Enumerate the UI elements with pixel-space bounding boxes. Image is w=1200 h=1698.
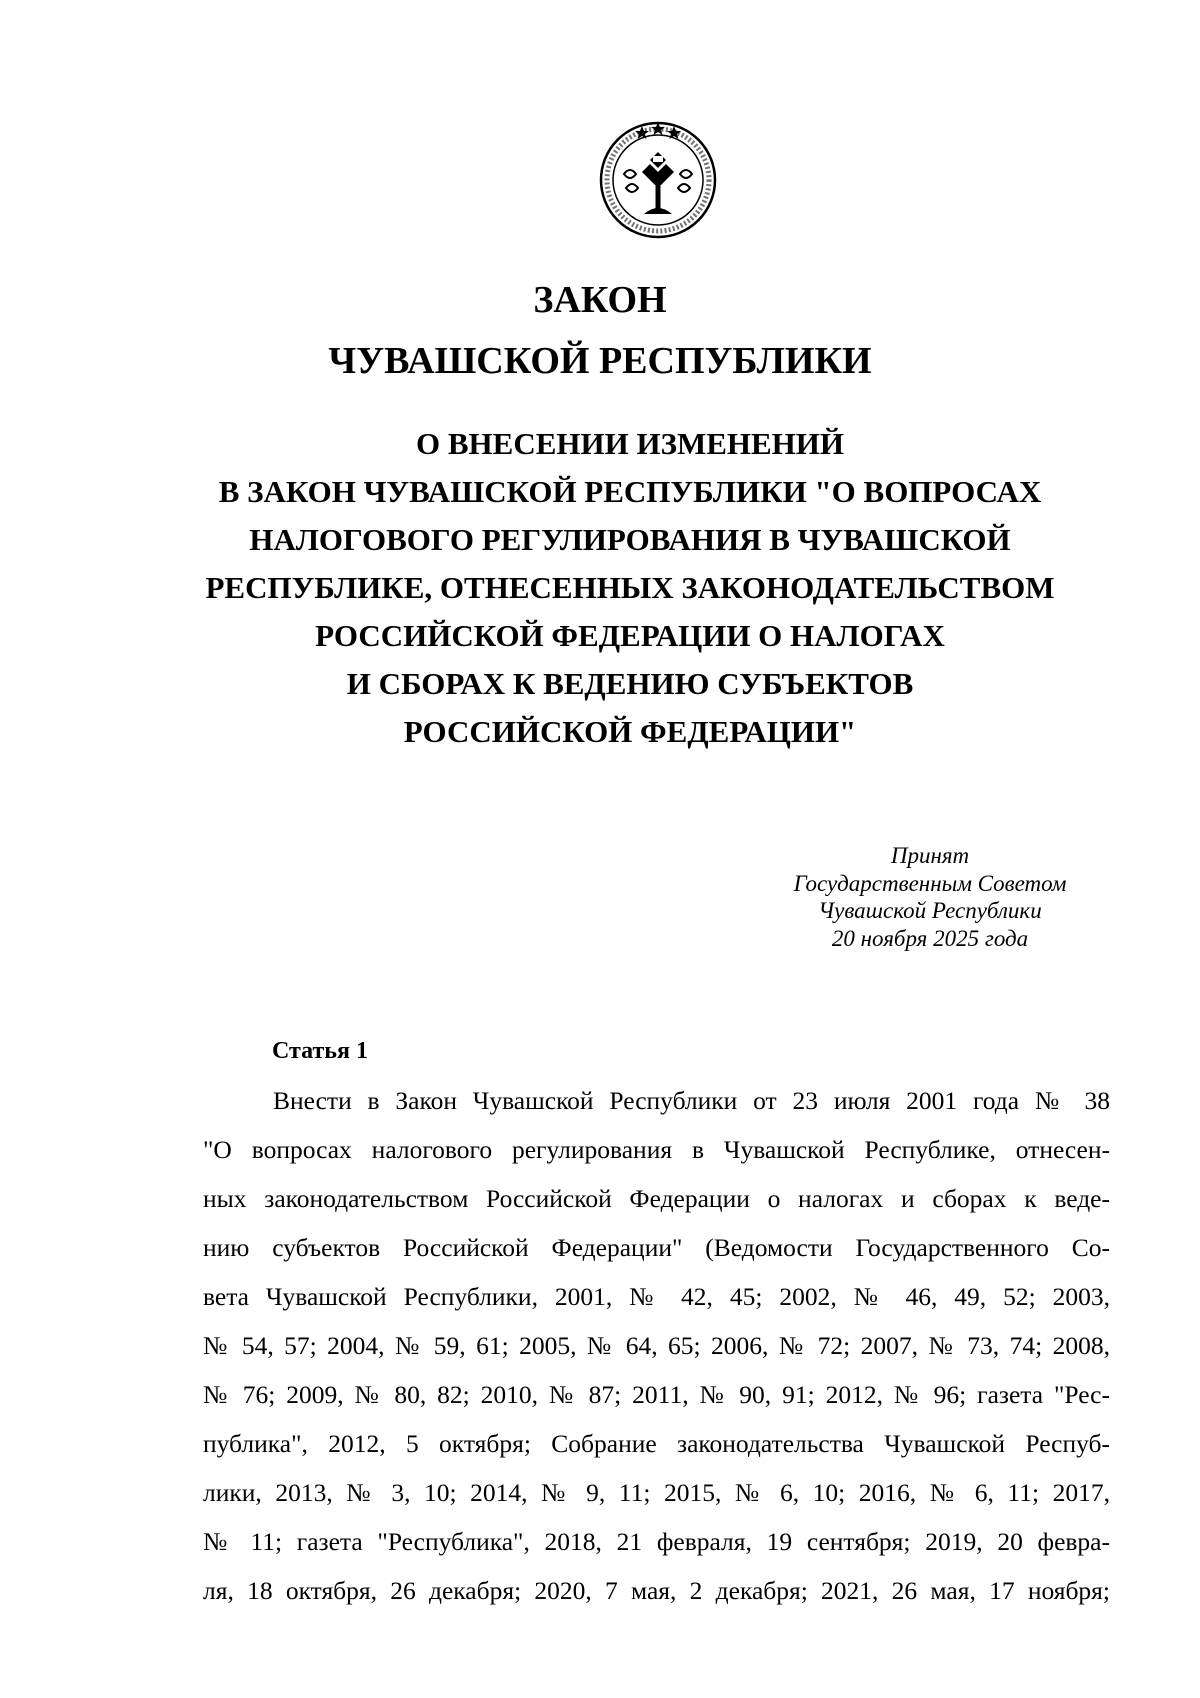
article-line: ных законодательством Российской Федерации о налогах и сборах к веде- (203, 1184, 1110, 1213)
subject-line: И СБОРАХ К ВЕДЕНИЮ СУБЪЕКТОВ (346, 666, 914, 701)
subject-line: РОССИЙСКОЙ ФЕДЕРАЦИИ" (403, 714, 857, 749)
article-body (203, 1076, 1110, 1615)
adoption-line: Принят (890, 843, 970, 868)
article-line: № 11; газета "Республика", 2018, 21 февраля, 19 сентября; 2019, 20 февра- (203, 1527, 1110, 1556)
document-type-title: ЗАКОН (533, 279, 667, 321)
adoption-line: Чувашской Республики (818, 898, 1042, 923)
article-line: № 54, 57; 2004, № 59, 61; 2005, № 64, 65; 2006, № 72; 2007, № 73, 74; 2008, (203, 1331, 1110, 1360)
article-line: публика", 2012, 5 октября; Собрание законодательства Чувашской Респуб- (203, 1429, 1110, 1458)
article-line: Внести в Закон Чувашской Республики от 23 июля 2001 года № 38 (273, 1086, 1110, 1115)
article-line: нию субъектов Российской Федерации" (Ведомости Государственного Со- (203, 1233, 1110, 1262)
article-line: лики, 2013, № 3, 10; 2014, № 9, 11; 2015, № 6, 10; 2016, № 6, 11; 2017, (203, 1478, 1110, 1507)
subject-line: РЕСПУБЛИКЕ, ОТНЕСЕННЫХ ЗАКОНОДАТЕЛЬСТВОМ (205, 570, 1055, 605)
article-line: ля, 18 октября, 26 декабря; 2020, 7 мая, 2 декабря; 2021, 26 мая, 17 ноября; (203, 1576, 1110, 1605)
article-line: № 76; 2009, № 80, 82; 2010, № 87; 2011, № 90, 91; 2012, № 96; газета "Рес- (203, 1380, 1110, 1409)
chuvash-coat-of-arms-icon (596, 116, 720, 240)
article-heading: Статья 1 (272, 1038, 368, 1064)
adoption-note (760, 842, 1100, 952)
subject-line: РОССИЙСКОЙ ФЕДЕРАЦИИ О НАЛОГАХ (315, 618, 945, 653)
law-subject (150, 420, 1110, 756)
article-line: вета Чувашской Республики, 2001, № 42, 45; 2002, № 46, 49, 52; 2003, (203, 1282, 1110, 1311)
subject-line: В ЗАКОН ЧУВАШСКОЙ РЕСПУБЛИКИ "О ВОПРОСАХ (218, 474, 1042, 509)
adoption-date: 20 ноября 2025 года (831, 925, 1029, 951)
adoption-line: Государственным Советом (793, 870, 1067, 896)
subject-line: НАЛОГОВОГО РЕГУЛИРОВАНИЯ В ЧУВАШСКОЙ (249, 522, 1011, 557)
republic-title: ЧУВАШСКОЙ РЕСПУБЛИКИ (328, 340, 872, 382)
article-line: "О вопросах налогового регулирования в Чувашской Республике, отнесен- (203, 1135, 1110, 1164)
subject-line: О ВНЕСЕНИИ ИЗМЕНЕНИЙ (415, 426, 845, 461)
